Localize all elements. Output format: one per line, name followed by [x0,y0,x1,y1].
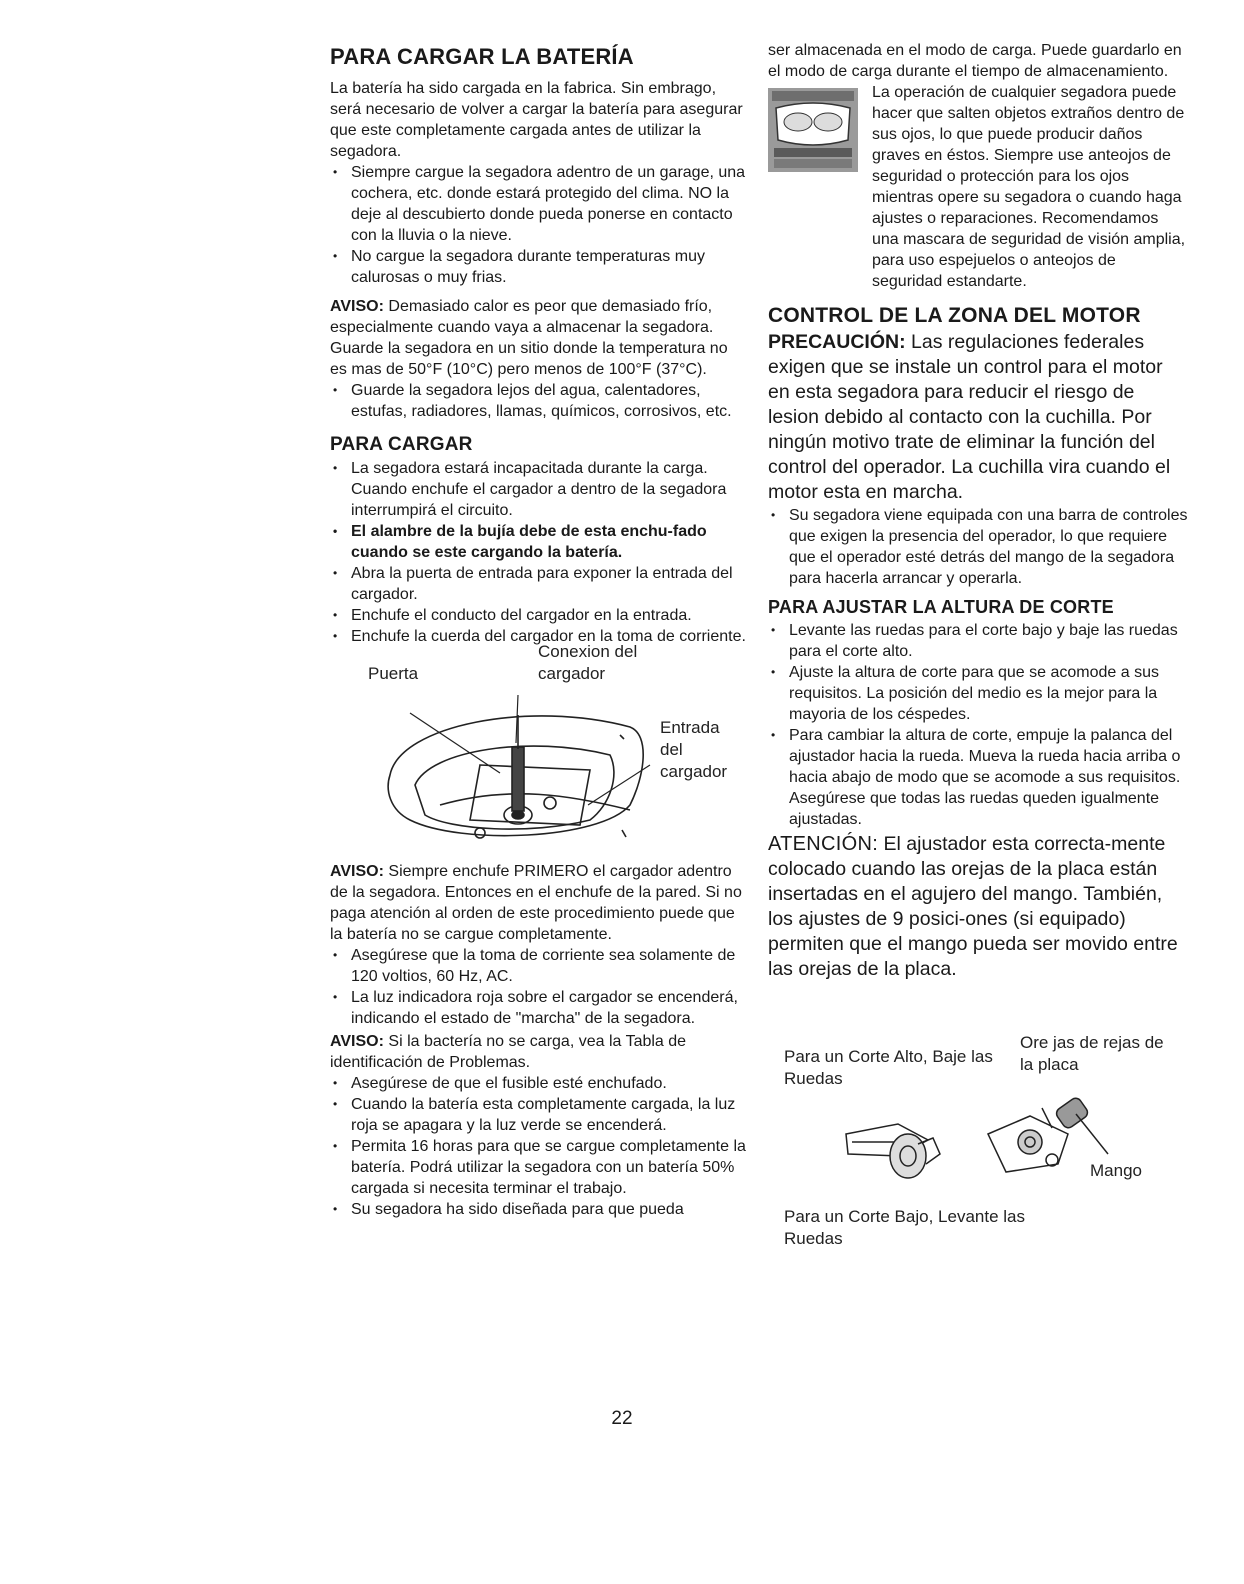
right-column [768,40,1188,1252]
safety-text: La operación de cualquier segadora puede hacer que salten objetos extraños dentro de sus ojos, lo que puede producir daños graves en éstos. Siempre use anteojos de seguridad o protección para los ojos mientras opere su segadora o cuando haga ajustes o reparaciones. Recomendamos una mascara de seguridad de visión amplia, para uso espejuelos o anteojos de seguridad estandarte. [872,84,1186,290]
list-item: • Abra la puerta de entrada para exponer la entrada del cargador. [330,563,748,605]
charge-bullets-4 [330,945,748,1029]
aviso-label: AVISO: [330,1033,384,1050]
label-mango: Mango [1090,1161,1142,1180]
page-number: 22 [611,1408,633,1429]
label-puerta: Puerta [368,664,419,683]
list-item-spark-plug-warning: • El alambre de la bujía debe de esta enchu-fado cuando se este cargando la batería. [330,521,748,563]
aviso-order-paragraph [330,861,748,945]
control-bullets [768,505,1188,589]
intro-paragraph: La batería ha sido cargada en la fabrica. Sin embrago, será necesario de volver a cargar la batería para asegurar que este completamente cargada antes de utilizar la segadora. [330,80,743,160]
list-item: • Asegúrese que la toma de corriente sea solamente de 120 voltios, 60 Hz, AC. [330,945,748,987]
heading-charge-battery: PARA CARGAR LA BATERÍA [330,44,634,69]
safety-glasses-notice [768,82,1188,292]
aviso-label: AVISO: [330,298,384,315]
atencion-paragraph [768,832,1188,982]
atencion-text: El ajustador esta correcta-mente colocado cuando las orejas de la placa están insertadas en el agujero del mango. También, los ajustes de 9 posici-ones (si equipado) permiten que el mango pueda ser movido entre las orejas de la placa. [768,833,1178,980]
label-corte-alto: Para un Corte Alto, Baje las Ruedas [784,1047,993,1088]
precaucion-text: Las regulaciones federales exigen que se instale un control para el motor en esta segadora para reducir el riesgo de lesion debido al contacto con la cuchilla. Por ningún motivo trate de eliminar la función del control del operador. La cuchilla vira cuando el motor esta en marcha. [768,331,1171,503]
list-item: • Para cambiar la altura de corte, empuje la palanca del ajustador hacia la rueda. Mueva la rueda hacia arriba o hacia abajo de modo que se acomode a sus requisitos. Asegúrese que todas las ruedas queden igualmente ajustadas. [768,725,1188,830]
label-conexion-del-cargador: Conexion del cargador [538,642,638,683]
label-entrada-del-cargador: Entrada del cargador [660,718,728,781]
list-item: • Enchufe la cuerda del cargador en la toma de corriente. [330,626,748,647]
list-item: • Siempre cargue la segadora adentro de un garage, una cochera, etc. donde estará protegido del clima. NO la deje al descubierto donde pueda ponerse en contacto con la lluvia o la nieve. [330,162,748,246]
aviso-text: Si la bactería no se carga, vea la Tabla de identificación de Problemas. [330,1033,687,1071]
list-item: • La luz indicadora roja sobre el cargador se encenderá, indicando el estado de "marcha" de la segadora. [330,987,748,1029]
list-item: • Guarde la segadora lejos del agua, calentadores, estufas, radiadores, llamas, químicos, corrosivos, etc. [330,380,748,422]
altura-bullets [768,620,1188,830]
aviso-text: Siempre enchufe PRIMERO el cargador adentro de la segadora. Entonces en el enchufe de la pared. Si no paga atención al orden de este procedimiento puede que la batería no se cargue completamente. [330,863,742,943]
charger-connection-figure [330,642,748,855]
heading-para-cargar: PARA CARGAR [330,434,473,455]
list-item: • Levante las ruedas para el corte bajo y baje las ruedas para el corte alto. [768,620,1188,662]
aviso-heat-paragraph [330,296,748,380]
list-item: • Cuando la batería esta completamente cargada, la luz roja se apagara y la luz verde se encenderá. [330,1094,748,1136]
heading-control-zona-motor: CONTROL DE LA ZONA DEL MOTOR [768,304,1141,327]
list-item: • Su segadora viene equipada con una barra de controles que exigen la presencia del operador, lo que requiere que el operador esté detrás del mango de la segadora para hacerla arrancar y operarla. [768,505,1188,589]
charge-bullets-5 [330,1073,748,1220]
charge-bullets-2 [330,380,748,422]
label-corte-bajo: Para un Corte Bajo, Levante las Ruedas [784,1207,1025,1248]
precaucion-label: PRECAUCIÓN: [768,331,906,353]
aviso-troubleshoot-paragraph [330,1031,748,1073]
precaucion-paragraph [768,330,1188,505]
aviso-label: AVISO: [330,863,384,880]
left-column [330,40,748,1222]
label-orejas-placa: Ore jas de rejas de la placa [1020,1033,1164,1074]
list-item: • Ajuste la altura de corte para que se acomode a sus requisitos. La posición del medio es la mejor para la mayoria de los céspedes. [768,662,1188,725]
heading-ajustar-altura: PARA AJUSTAR LA ALTURA DE CORTE [768,597,1114,617]
list-item: • Enchufe el conducto del cargador en la entrada. [330,605,748,626]
aviso-text: Demasiado calor es peor que demasiado frío, especialmente cuando vaya a almacenar la segadora. Guarde la segadora en un sitio donde la temperatura no es mas de 50°F (10°C) pero menos de 100°F (37°C). [330,298,728,378]
list-item: • Permita 16 horas para que se cargue completamente la batería. Podrá utilizar la segadora con un batería 50% cargada si necesita terminar el trabajo. [330,1136,748,1199]
atencion-label: ATENCIÓN: [768,833,879,855]
safety-glasses-icon [768,88,858,172]
charge-steps-list [330,458,748,647]
storage-continuation: ser almacenada en el modo de carga. Puede guardarlo en el modo de carga durante el tiempo de almacenamiento. [768,42,1182,80]
list-item: • No cargue la segadora durante temperaturas muy calurosas o muy frias. [330,246,748,288]
list-item: • La segadora estará incapacitada durante la carga. Cuando enchufe el cargador a dentro de la segadora interrumpirá el circuito. [330,458,748,521]
charge-bullets-1 [330,162,748,288]
height-adjust-figure [768,1033,1188,1252]
list-item: • Asegúrese de que el fusible esté enchufado. [330,1073,748,1094]
list-item: • Su segadora ha sido diseñada para que pueda [330,1199,748,1220]
